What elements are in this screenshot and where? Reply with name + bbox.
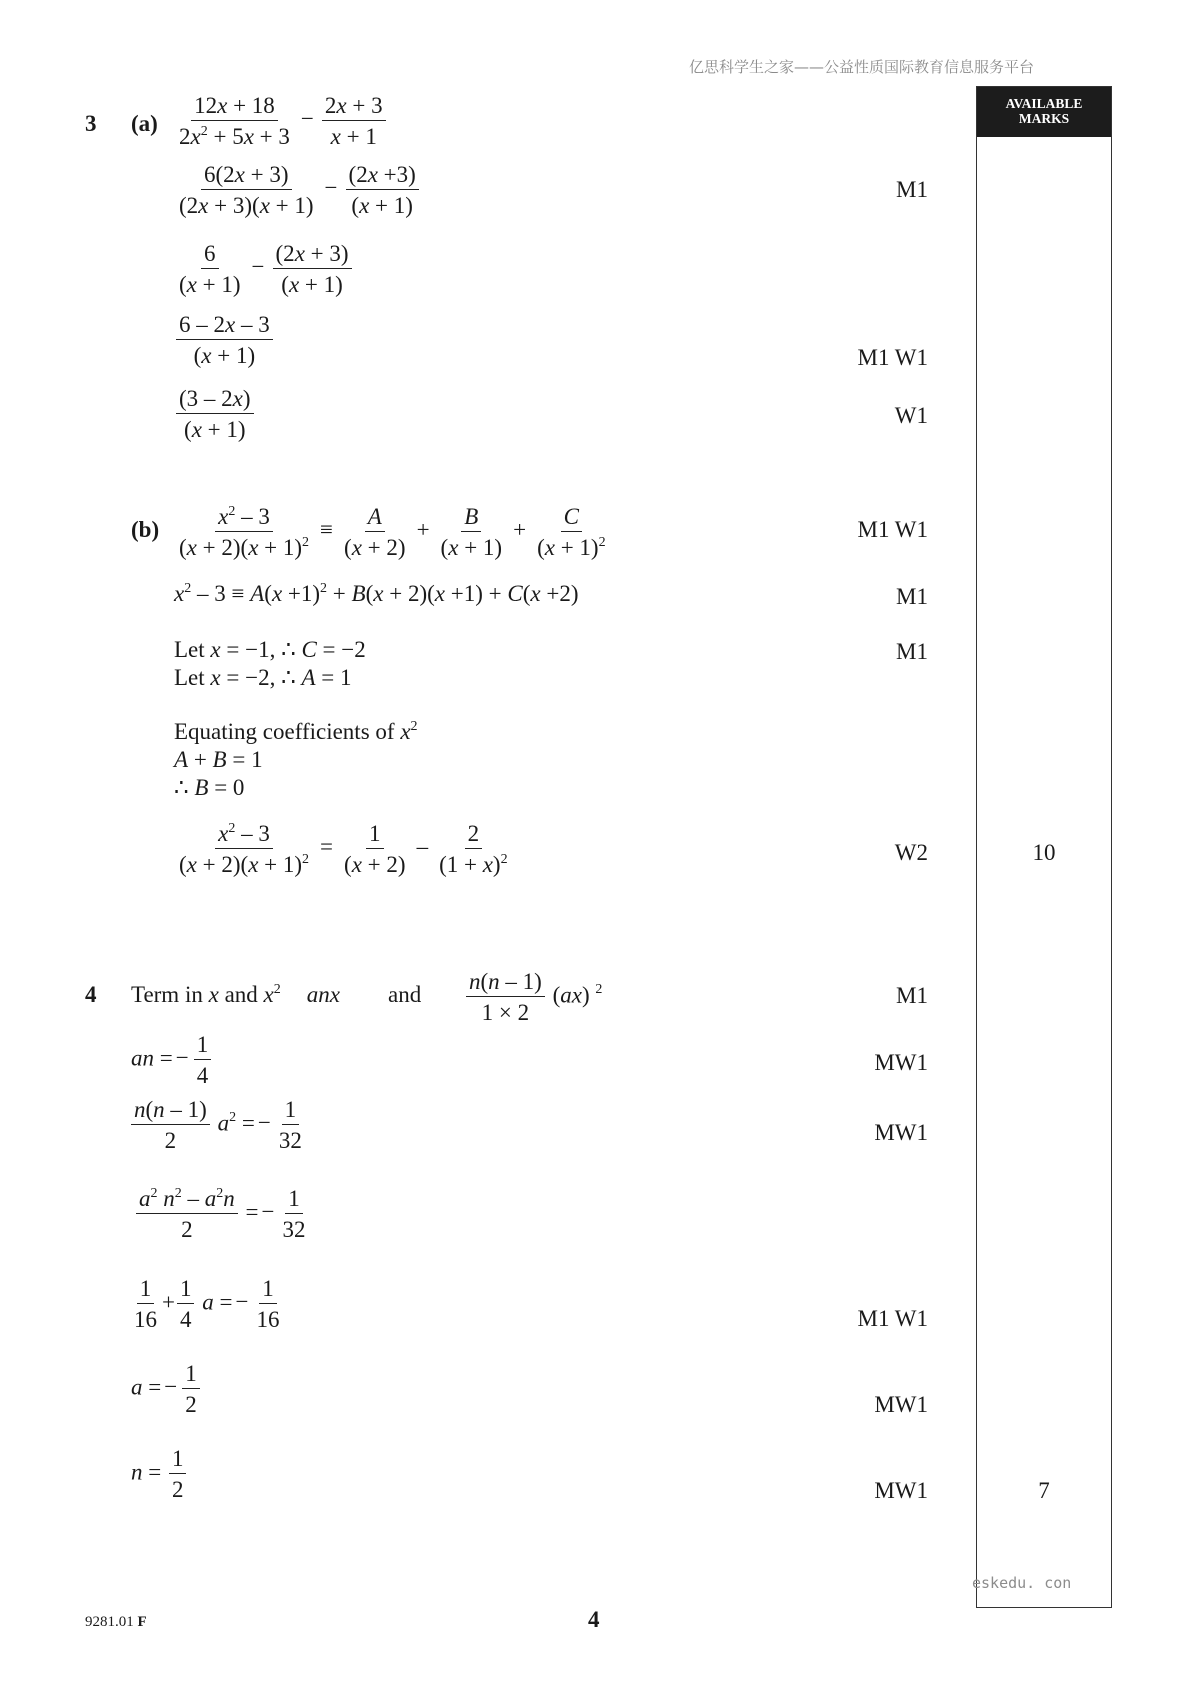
q3a-mark-3: W1 — [894, 403, 928, 428]
q3b-let-line-1: Let x = −1, ∴ C = −2 — [174, 637, 366, 662]
page-number: 4 — [588, 1607, 600, 1632]
marks-label: MARKS — [1018, 111, 1070, 126]
equating-text: Equating coefficients of — [174, 719, 401, 744]
q3a-expression-3: $\frac{6}{(x + 1)}$ − $\frac{(2x + 3)}{(x + 1)}$ — [174, 242, 354, 296]
paper-code — [85, 1614, 147, 1631]
and-text: and — [218, 982, 264, 1007]
q4-expression-3: $\frac{n(n - 1)}{2}$ $a^2$ = − $\frac{1}{32}$ — [129, 1098, 307, 1152]
q4-expression-4: $\frac{a^2 n^2 - a^2n}{2}$ = − $\frac{1}{32}$ — [134, 1187, 310, 1241]
q4-mark-6: MW1 — [874, 1478, 928, 1503]
q4-mark-3: MW1 — [874, 1120, 928, 1145]
watermark-text: eskedu. con — [972, 1574, 1072, 1592]
q3b-result-line: ∴ B = 0 — [174, 775, 245, 800]
q4-mark-1: M1 — [896, 983, 928, 1008]
q4-expression-5: $\frac{1}{16}$ + $\frac{1}{4}$ a = − $\frac{1}{16}$ — [134, 1276, 280, 1332]
term-text: Term in — [131, 982, 209, 1007]
q4-and-word: and — [388, 982, 422, 1007]
question-4-number: 4 — [85, 982, 97, 1007]
let-text: Let — [174, 665, 211, 690]
question-3a-label: (a) — [131, 111, 158, 136]
question-3b-label: (b) — [131, 517, 160, 542]
q3b-expression-1: $\frac{x^2 - 3}{(x + 2)(x + 1)^2}$ ≡ $\frac{A}{(x + 2)}$ + $\frac{B}{(x + 1)}$ + $\frac{C}{(x + 1)^2}$ — [179, 504, 606, 560]
available-label: AVAILABLE — [1005, 96, 1083, 111]
q3b-mark-4: W2 — [894, 840, 928, 865]
q3a-expression-5: $\frac{(3 - 2x)}{(x + 1)}$ — [174, 387, 256, 441]
q4-expression-7: n = $\frac{1}{2}$ — [131, 1447, 188, 1501]
question-3-number: 3 — [85, 111, 97, 136]
q3a-mark-1: M1 — [896, 177, 928, 202]
paper-code-number: 9281.01 — [85, 1614, 134, 1630]
q3a-mark-2: M1 W1 — [857, 345, 928, 370]
paper-code-suffix: F — [137, 1614, 147, 1630]
q3b-expression-final: $\frac{x^2 - 3}{(x + 2)(x + 1)^2}$ = $\frac{1}{(x + 2)}$ – $\frac{2}{(1 + x)^2}$ — [179, 821, 508, 877]
q3b-mark-1: M1 W1 — [857, 517, 928, 542]
q3a-expression-2: $\frac{6(2x + 3)}{(2x + 3)(x + 1)}$ − $\frac{(2x +3)}{(x + 1)}$ — [174, 163, 421, 217]
q4-binomial-term: $\frac{n(n - 1)}{1 \times 2}$ (ax) $^2$ — [464, 970, 602, 1024]
q4-mark-5: MW1 — [874, 1392, 928, 1417]
q4-term-line: Term in x and $x^2$ anx — [131, 982, 340, 1007]
let-text: Let — [174, 637, 211, 662]
q3a-expression-1: $\frac{12x + 18}{2x^2 + 5x + 3}$ − $\frac{2x + 3}{x + 1}$ — [174, 94, 388, 148]
q3b-mark-2: M1 — [896, 584, 928, 609]
q3-total-marks: 10 — [1032, 840, 1056, 865]
q4-total-marks: 7 — [1038, 1478, 1050, 1503]
q4-expression-2: an = − $\frac{1}{4}$ — [131, 1033, 213, 1087]
q3b-sum-line: A + B = 1 — [174, 747, 263, 772]
site-header-text: 亿思科学生之家——公益性质国际教育信息服务平台 — [689, 58, 1035, 76]
q3a-expression-4: $\frac{6 - 2x - 3}{(x + 1)}$ — [174, 313, 275, 367]
q3b-let-line-2: Let x = −2, ∴ A = 1 — [174, 665, 352, 690]
available-marks-header — [977, 87, 1111, 137]
q4-mark-2: MW1 — [874, 1050, 928, 1075]
q4-mark-4: M1 W1 — [857, 1306, 928, 1331]
q3b-expression-2: $x^2 - 3 \equiv A(x +1)^2 + B(x + 2)(x +1) + C(x +2)$ — [174, 581, 579, 606]
q4-expression-6: a = − $\frac{1}{2}$ — [131, 1362, 202, 1416]
q3b-equating-line: Equating coefficients of $x^2$ — [174, 719, 418, 744]
q3b-mark-3: M1 — [896, 639, 928, 664]
